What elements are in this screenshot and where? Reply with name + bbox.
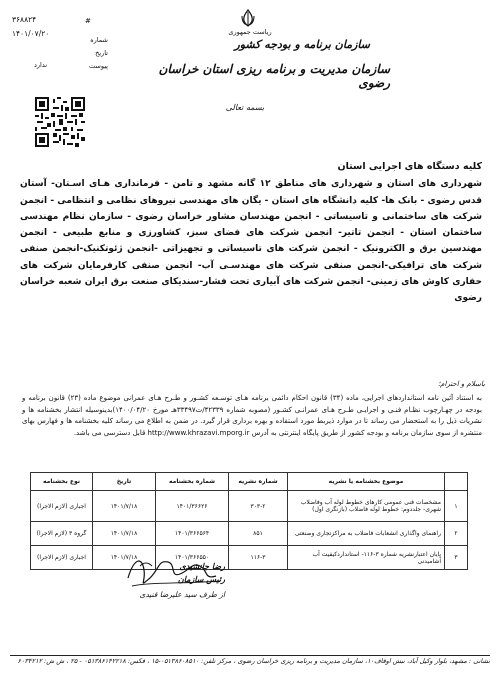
meta-values xyxy=(12,13,74,41)
cell-row-number: ۱ xyxy=(445,491,468,522)
footer-address: نشانی : مشهد، بلوار وکیل آباد، نبش اوقاف۱۰، سازمان مدیریت و برنامه ریزی خراسان رضوی ، مرکز تلفن: ۰۵۱۳۸۶۰۸۵۱۰-۱۵ ، فکس: ۰۵۱۳۸۶۱۴۲۲۱۸ - ۲۵ ، ش ش: ۶۰۳۴۲۱۲ xyxy=(17,657,490,665)
iran-emblem-icon xyxy=(238,8,258,28)
hash-mark: # xyxy=(85,17,91,25)
footer-divider xyxy=(10,655,490,656)
addressee-block xyxy=(20,159,482,307)
addressee-title: کلیه دستگاه های اجرایی استان xyxy=(337,161,482,172)
letter-body: به استناد آئین نامه استانداردهای اجرایی، ماده (۳۴) قانون احکام دائمی برنامه هـای توسـعه کشـور و طـرح هـای عمرانی موضوع ماده (۲۳) قانون برنامه و بودجه در چهـارچوب نظـام فنـی و اجرایـی طـرح هـای عمرانـی کشـور (مصوبه شماره ۴۲۳۳۹/ت۳۳۴۹۷هـ مورخ ۱۴۰۰/۰۴/۲۰)بدینوسیله انتشار بخشنامه ها و نشریات ذیل را به استحضار می رساند تا در موارد ذیربط مورد استفاده و بهره برداری قرار گیرد. در ضمن به اطلاع می رساند کلیه بخشنامه ها و فهارس بهای منتشره از سوی سازمان برنامه و بودجه کشور از طریق پایگاه اینترنتی به آدرس http://www.khrazavi.mporg.ir قابل دسترسی می باشد. xyxy=(22,394,482,437)
cell-circular-number: ۱۴۰۱/۳۶۶۵۵۰ xyxy=(156,546,229,570)
cell-type: اجباری (لازم الاجرا) xyxy=(31,491,93,522)
table-row xyxy=(31,491,468,522)
cell-publication-number: ۳۰۳-۲ xyxy=(229,491,288,522)
addressee-list: شهرداری های استان و شهرداری های مناطق ۱۲ گانه مشهد و تامن - فرمانداری هـای اسـتان- آستان قدس رضوی - بانک ها- کلیه دانشگاه های استان - یگان های مهندسی نیروهای نظامی و انتظامی - انجمن شرکت های ساختمانی و تاسیساتی - انجمن مهندسان مشاور خراسان رضوی - سازمان نظام مهندسی ساختمان استان - انجمن تاتیر- انجمن شرکت های فضای سبز، کشاورزی و منابع طبیعی - انجمن مهندسین برق و الکترونیک - انجمن شرکت های تاسیساتی و تجهیزاتی -انجمن ژئوتکنیک-انجمن صنفی شرکت های ترافیکی-انجمن صنفی شرکت های مهندسـی آب- انجمن صنفی کارفرمایان شرکت های حفاری کاوش های زمینی- انجمن شرکت های آبیاری تحت فشار-سندیکای صنعت برق ایران شعبه خراسان رضوی xyxy=(20,179,482,304)
cell-row-number: ۳ xyxy=(445,546,468,570)
presidency-label: ریاست جمهوری xyxy=(228,28,272,36)
table-row xyxy=(31,546,468,570)
qr-code-icon xyxy=(35,97,85,147)
circulars-table xyxy=(30,472,468,570)
col-header-subject: موضوع بخشنامه یا نشریه xyxy=(288,473,445,491)
meta-label-date: تاریخ xyxy=(95,49,108,57)
cell-subject: مشخصات فنی عمومی کارهای خطوط لوله آب وفاضلاب شهری- جلددوم: خطوط لوله فاضلاب (بازنگری اول) xyxy=(288,491,445,522)
cell-subject: راهنمای واگذاری انشعابات فاضلاب به مراکزتجاری وصنعتی xyxy=(288,522,445,546)
attachment-value: ندارد xyxy=(34,61,48,69)
greeting: باسلام و احترام؛ xyxy=(437,380,485,388)
cell-type: گروه ۳ (لازم الاجرا) xyxy=(31,522,93,546)
col-header-publication-number: شماره نشریه xyxy=(229,473,288,491)
meta-label-number: شماره xyxy=(90,36,108,44)
cell-date: ۱۴۰۱/۷/۱۸ xyxy=(93,522,156,546)
department-name: سازمان مدیریت و برنامه ریزی استان خراسان رضوی xyxy=(158,62,390,90)
signatory-on-behalf: از طرف سید علیرضا قنیدی xyxy=(139,590,225,599)
cell-circular-number: ۱۴۰۱/۳۶۶۲۶ xyxy=(156,491,229,522)
letter-number: ۳۶۸۸۲۴ xyxy=(12,15,37,24)
col-header-row-number xyxy=(445,473,468,491)
table-row xyxy=(31,522,468,546)
table-header-row xyxy=(31,473,468,491)
signatory-block xyxy=(130,560,225,586)
letter-date: ۱۴۰۱/۰۷/۲۰ xyxy=(12,29,50,38)
col-header-type: نوع بخشنامه xyxy=(31,473,93,491)
cell-row-number: ۲ xyxy=(445,522,468,546)
cell-type: اجباری (لازم الاجرا) xyxy=(31,546,93,570)
col-header-circular-number: شماره بخشنامه xyxy=(156,473,229,491)
signatory-title: رئیس سازمان xyxy=(177,575,225,584)
cell-subject: پایان اعتبارنشریه شماره ۳-۱۱۶- استانداردکیفیت آب آشامیدنی xyxy=(288,546,445,570)
basmala: بسمه تعالی xyxy=(225,103,265,112)
meta-label-attachment: پیوست xyxy=(89,62,108,70)
col-header-date: تاریخ xyxy=(93,473,156,491)
meta-labels xyxy=(86,34,108,73)
cell-publication-number: ۱۱۶-۳ xyxy=(229,546,288,570)
organization-name: سازمان برنامه و بودجه کشور xyxy=(234,38,370,51)
cell-circular-number: ۱۴۰۱/۳۶۶۵۶۴ xyxy=(156,522,229,546)
signatory-name: رضا جانشیدی xyxy=(179,562,225,571)
cell-publication-number: ۸۵۱ xyxy=(229,522,288,546)
cell-date: ۱۴۰۱/۷/۱۸ xyxy=(93,491,156,522)
cell-date: ۱۴۰۱/۷/۱۸ xyxy=(93,546,156,570)
